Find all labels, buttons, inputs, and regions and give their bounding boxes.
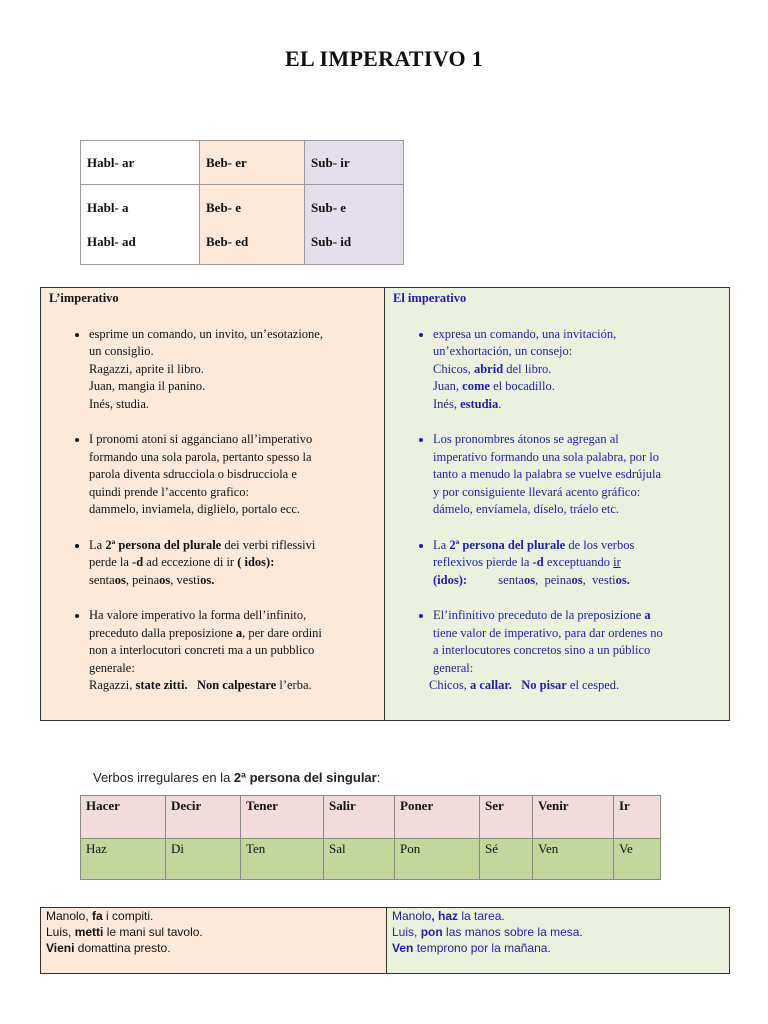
verb-cell: Salir (324, 796, 395, 839)
irregular-verbs-note: Verbos irregulares en la 2ª persona del singular: (93, 770, 381, 785)
ar-forms: Habl- a Habl- ad (81, 185, 200, 265)
comparison-box (40, 287, 730, 721)
form-cell: Sé (480, 839, 533, 880)
spanish-point-2: • Los pronombres átonos se agregan al imperativo formando una sola palabra, por lo tanto a menudo la palabra se vuelve esdrújula y por consiguiente llevará acento gráfico: dámelo, envíamela, díselo, tráelo etc. (433, 431, 721, 519)
italian-heading: L’imperativo (49, 291, 119, 305)
header-ar: Habl- ar (81, 141, 200, 185)
examples-box (40, 907, 730, 974)
italian-point-3: • La 2ª persona del plurale dei verbi riflessivi perde la -d ad eccezione di ir ( idos): sentaos, peinaos, vestios. (89, 537, 376, 590)
form-cell: Di (166, 839, 241, 880)
header-ir: Sub- ir (305, 141, 404, 185)
header-er: Beb- er (200, 141, 305, 185)
form-cell: Pon (395, 839, 480, 880)
form-cell: Sal (324, 839, 395, 880)
spanish-point-4: • El’infinitivo preceduto de la preposizione a tiene valor de imperativo, para dar ordenes no a interlocutores concretos sino a un público general: Chicos, a callar. No pisar el cesped. (433, 607, 721, 695)
form-cell: Ven (533, 839, 614, 880)
er-forms: Beb- e Beb- ed (200, 185, 305, 265)
italian-point-4: • Ha valore imperativo la forma dell’infinito, preceduto dalla preposizione a, per dare ordini non a interlocutori concreti ma a un pubblico generale: Ragazzi, state zitti. Non calpestare l’erba. (89, 607, 376, 695)
spanish-point-3: • La 2ª persona del plurale de los verbos reflexivos pierde la -d exceptuando ir (idos): sentaos, peinaos, vestios. (433, 537, 721, 590)
verb-cell: Decir (166, 796, 241, 839)
verb-cell: Ir (614, 796, 661, 839)
spanish-column (385, 288, 729, 720)
italian-column (41, 288, 385, 720)
spanish-point-1: • expresa un comando, una invitación, un’exhortación, un consejo: Chicos, abrid del libro. Juan, come el bocadillo. Inés, estudia. (433, 326, 721, 414)
irregular-verbs-table (80, 795, 661, 880)
italian-point-1: • esprime un comando, un invito, un’esotazione, un consiglio. Ragazzi, aprite il libro. Juan, mangia il panino. Inés, studia. (89, 326, 376, 414)
italian-examples: Manolo, fa i compiti. Luis, metti le mani sul tavolo. Vieni domattina presto. (41, 908, 387, 973)
form-cell: Ten (241, 839, 324, 880)
verb-cell: Tener (241, 796, 324, 839)
italian-point-2: • I pronomi atoni si agganciano all’imperativo formando una sola parola, pertanto spesso la parola diventa sdrucciola o bisdrucciola e quindi prende l’accento grafico: dammelo, inviamela, diglielo, portalo ecc. (89, 431, 376, 519)
spanish-examples: Manolo, haz la tarea. Luis, pon las manos sobre la mesa. Ven temprono por la mañana. (387, 908, 729, 973)
verb-cell: Hacer (81, 796, 166, 839)
form-cell: Ve (614, 839, 661, 880)
verb-cell: Poner (395, 796, 480, 839)
spanish-heading: El imperativo (393, 291, 467, 305)
ir-forms: Sub- e Sub- id (305, 185, 404, 265)
verb-cell: Venir (533, 796, 614, 839)
verb-cell: Ser (480, 796, 533, 839)
page-title: EL IMPERATIVO 1 (284, 46, 483, 71)
conjugation-table (80, 140, 404, 265)
form-cell: Haz (81, 839, 166, 880)
